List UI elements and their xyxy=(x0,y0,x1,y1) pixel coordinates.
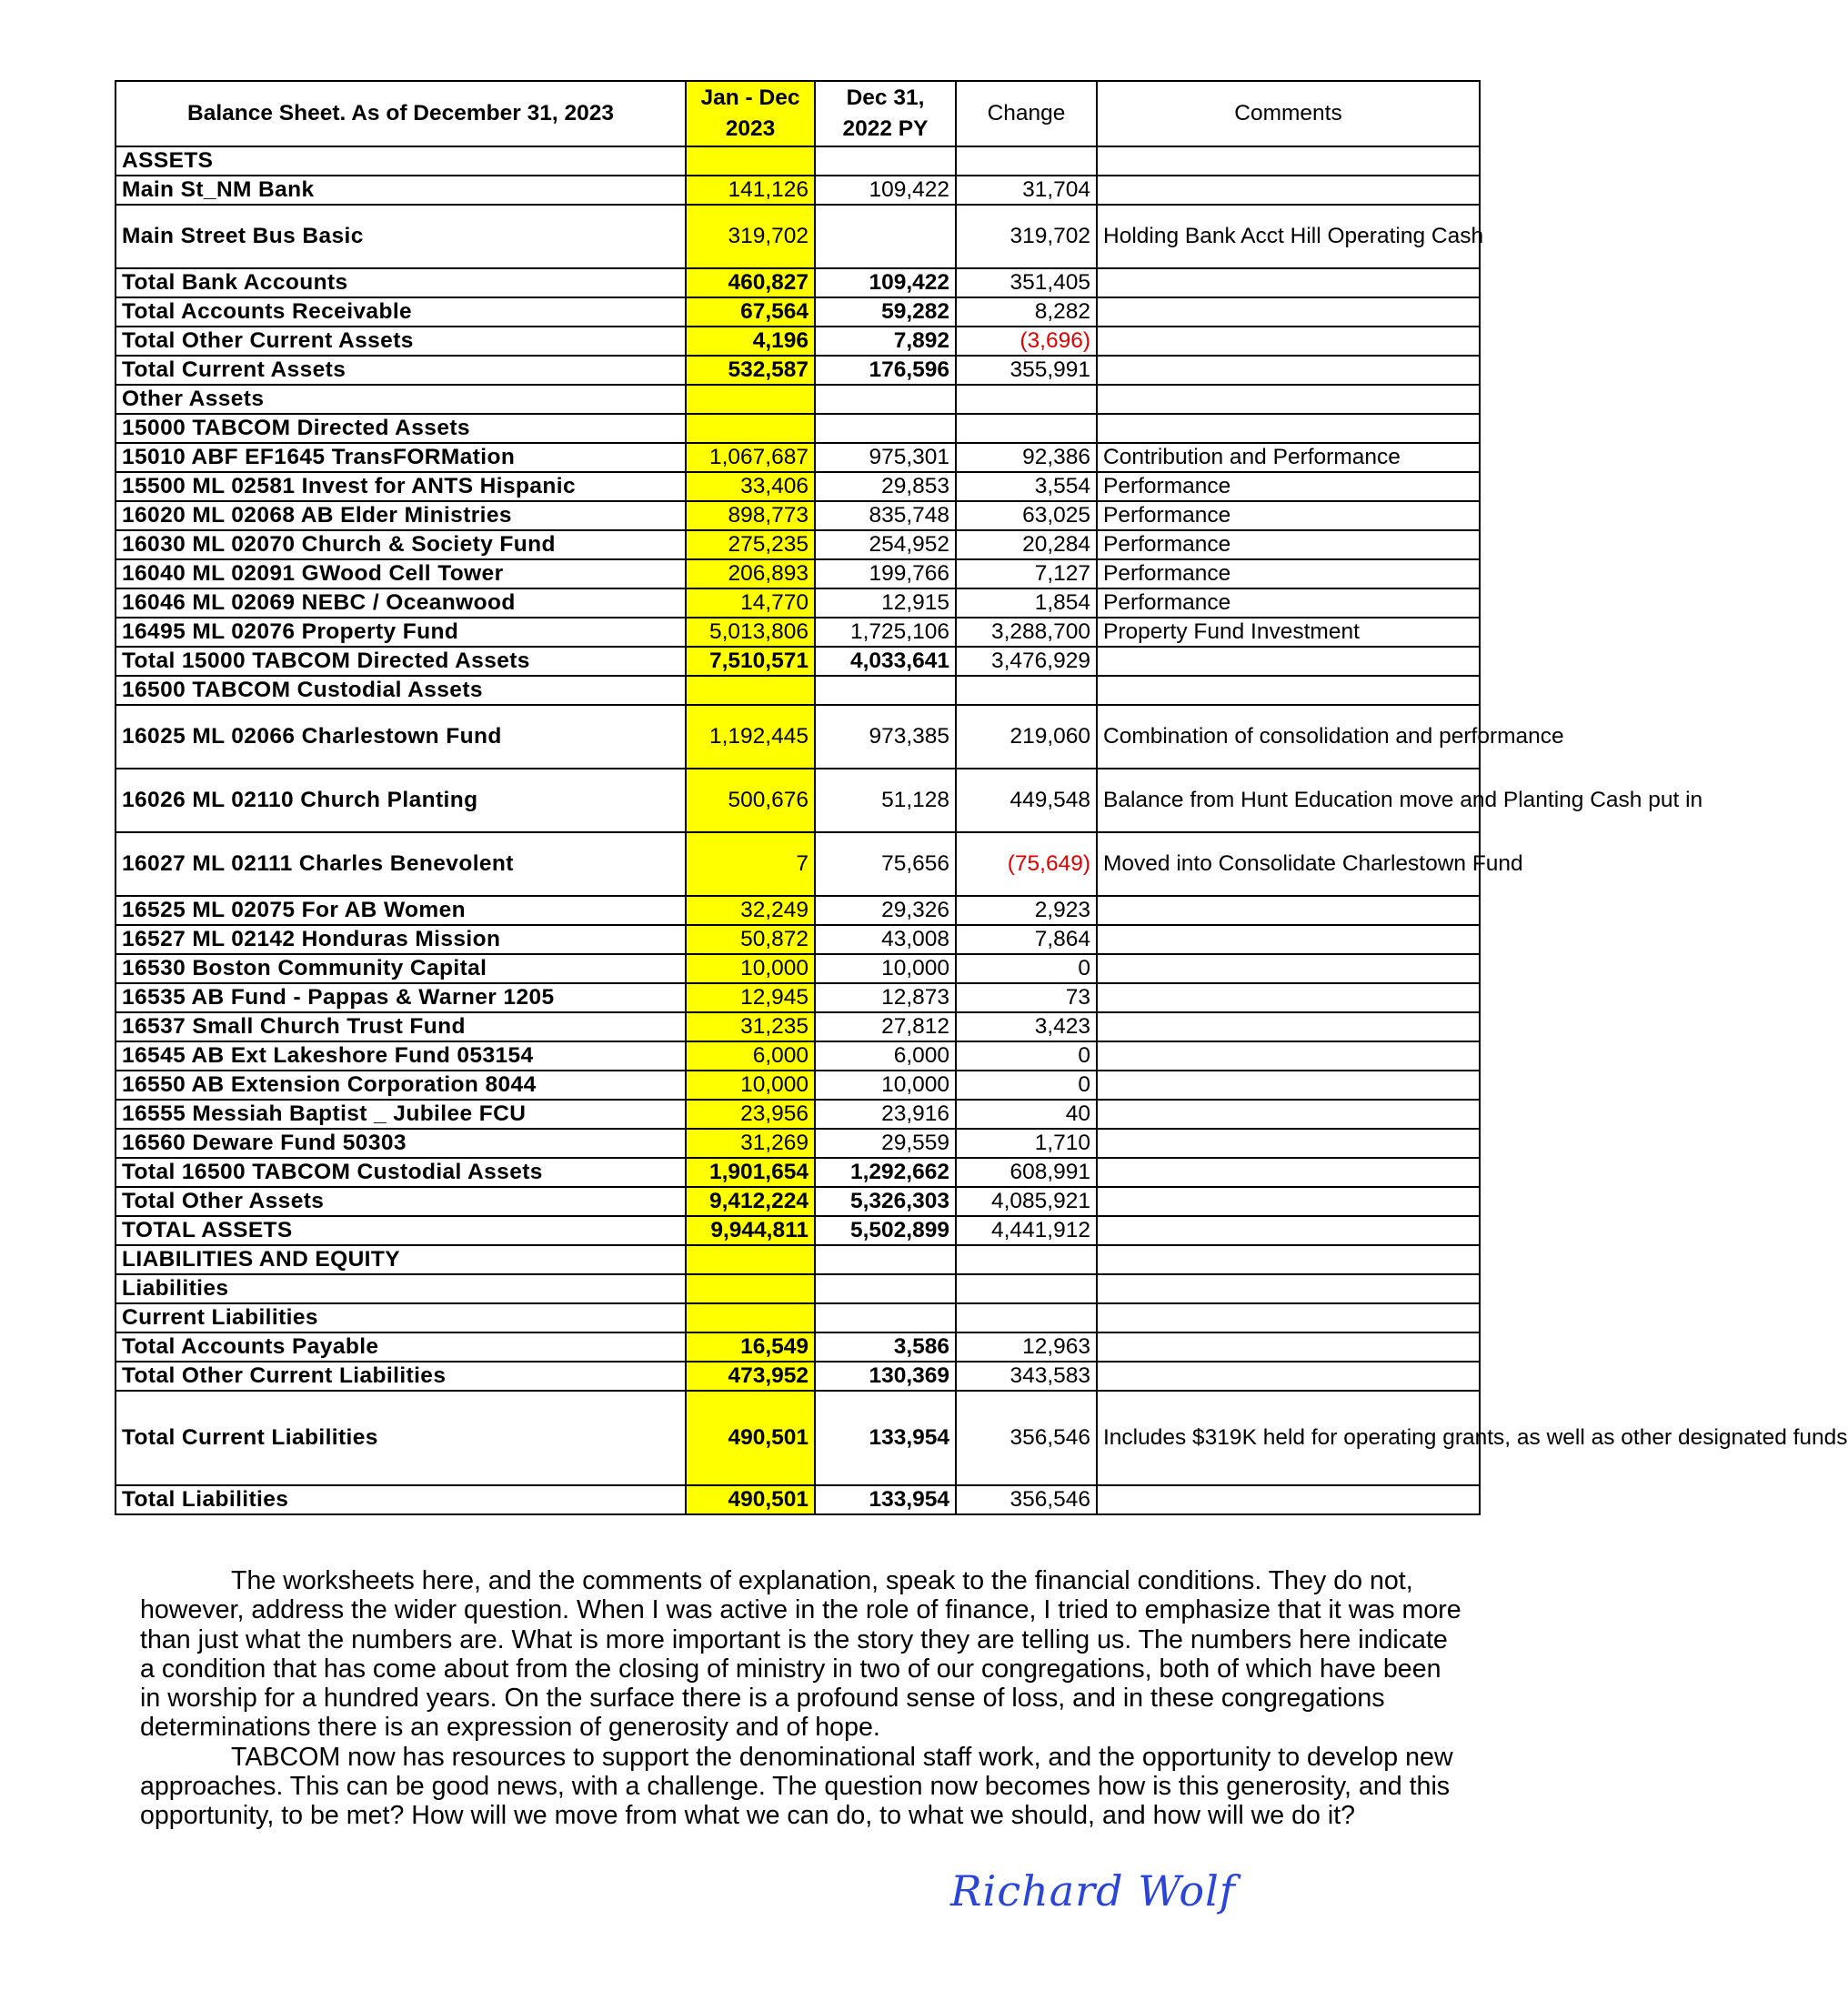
change-value: 0 xyxy=(956,954,1097,983)
row-comment xyxy=(1097,647,1480,676)
row-comment xyxy=(1097,176,1480,205)
prior-value: 27,812 xyxy=(815,1012,956,1041)
row-comment xyxy=(1097,896,1480,925)
row-comment: Performance xyxy=(1097,588,1480,618)
table-row xyxy=(116,1332,1480,1362)
narrative-paragraph-2: TABCOM now has resources to support the denominational staff work, and the opportunity to develop new approaches. This can be good news, with a challenge. The question now becomes how is this generosity, and this opportunity, to be met? How will we move from what we can do, to what we should, and how will we do it? xyxy=(140,1742,1453,1831)
row-comment: Moved into Consolidate Charlestown Fund xyxy=(1097,832,1480,896)
row-label: Total 15000 TABCOM Directed Assets xyxy=(116,647,686,676)
row-comment: Balance from Hunt Education move and Planting Cash put in xyxy=(1097,769,1480,832)
current-value xyxy=(686,414,815,443)
prior-value: 973,385 xyxy=(815,705,956,769)
change-value: 608,991 xyxy=(956,1158,1097,1187)
row-label: Total Accounts Payable xyxy=(116,1332,686,1362)
current-value: 10,000 xyxy=(686,954,815,983)
change-value: 8,282 xyxy=(956,297,1097,327)
row-label: 16025 ML 02066 Charlestown Fund xyxy=(116,705,686,769)
row-label: 16500 TABCOM Custodial Assets xyxy=(116,676,686,705)
prior-value: 10,000 xyxy=(815,954,956,983)
prior-value: 254,952 xyxy=(815,530,956,559)
prior-value: 109,422 xyxy=(815,176,956,205)
narrative-text xyxy=(140,1566,1468,1831)
change-value xyxy=(956,1303,1097,1332)
row-comment: Property Fund Investment xyxy=(1097,618,1480,647)
row-label: Liabilities xyxy=(116,1274,686,1303)
change-value: 1,854 xyxy=(956,588,1097,618)
row-comment: Performance xyxy=(1097,472,1480,501)
row-label: Total Current Liabilities xyxy=(116,1391,686,1485)
prior-value: 7,892 xyxy=(815,327,956,356)
row-comment xyxy=(1097,1071,1480,1100)
prior-value: 1,725,106 xyxy=(815,618,956,647)
current-value xyxy=(686,146,815,176)
prior-value: 133,954 xyxy=(815,1391,956,1485)
header-current-line1: Jan - Dec xyxy=(700,85,800,110)
table-row xyxy=(116,1303,1480,1332)
table-row xyxy=(116,896,1480,925)
row-label: 16550 AB Extension Corporation 8044 xyxy=(116,1071,686,1100)
change-value: 3,423 xyxy=(956,1012,1097,1041)
table-row xyxy=(116,1485,1480,1514)
change-value: 3,554 xyxy=(956,472,1097,501)
table-row xyxy=(116,1274,1480,1303)
change-value: 351,405 xyxy=(956,268,1097,297)
table-row xyxy=(116,588,1480,618)
current-value: 490,501 xyxy=(686,1485,815,1514)
row-label: 16527 ML 02142 Honduras Mission xyxy=(116,925,686,954)
change-value xyxy=(956,146,1097,176)
change-value xyxy=(956,1245,1097,1274)
signature: Richard Wolf xyxy=(950,1866,1236,1916)
row-label: 16046 ML 02069 NEBC / Oceanwood xyxy=(116,588,686,618)
row-comment xyxy=(1097,1187,1480,1216)
table-row xyxy=(116,769,1480,832)
prior-value: 23,916 xyxy=(815,1100,956,1129)
current-value: 12,945 xyxy=(686,983,815,1012)
prior-value: 29,326 xyxy=(815,896,956,925)
row-comment xyxy=(1097,356,1480,385)
table-row xyxy=(116,327,1480,356)
row-comment xyxy=(1097,1362,1480,1391)
current-value: 460,827 xyxy=(686,268,815,297)
table-row xyxy=(116,1129,1480,1158)
change-value: 40 xyxy=(956,1100,1097,1129)
current-value: 473,952 xyxy=(686,1362,815,1391)
row-comment xyxy=(1097,1158,1480,1187)
change-value xyxy=(956,1274,1097,1303)
row-comment xyxy=(1097,925,1480,954)
table-row xyxy=(116,647,1480,676)
row-label: Total Liabilities xyxy=(116,1485,686,1514)
current-value xyxy=(686,1303,815,1332)
current-value: 9,412,224 xyxy=(686,1187,815,1216)
prior-value: 133,954 xyxy=(815,1485,956,1514)
current-value: 67,564 xyxy=(686,297,815,327)
row-comment xyxy=(1097,1012,1480,1041)
change-value: 449,548 xyxy=(956,769,1097,832)
prior-value: 29,559 xyxy=(815,1129,956,1158)
prior-value: 176,596 xyxy=(815,356,956,385)
row-label: Total Other Current Liabilities xyxy=(116,1362,686,1391)
narrative-paragraph-1: The worksheets here, and the comments of explanation, speak to the financial conditions. They do not, however, address the wider question. When I was active in the role of finance, I tried to emphasize that it was more than just what the numbers are. What is more important is the story they are telling us. The numbers here indicate a condition that has come about from the closing of ministry in two of our congregations, both of which have been in worship for a hundred years. On the surface there is a profound sense of loss, and in these congregations determinations there is an expression of generosity and of hope. xyxy=(140,1566,1461,1743)
current-value: 500,676 xyxy=(686,769,815,832)
table-row xyxy=(116,356,1480,385)
table-row xyxy=(116,472,1480,501)
current-value: 23,956 xyxy=(686,1100,815,1129)
current-value: 1,901,654 xyxy=(686,1158,815,1187)
change-value: 355,991 xyxy=(956,356,1097,385)
row-comment: Contribution and Performance xyxy=(1097,443,1480,472)
change-value: 319,702 xyxy=(956,205,1097,268)
table-row xyxy=(116,983,1480,1012)
change-value: (3,696) xyxy=(956,327,1097,356)
row-comment xyxy=(1097,676,1480,705)
current-value xyxy=(686,385,815,414)
change-value: 20,284 xyxy=(956,530,1097,559)
table-row xyxy=(116,1187,1480,1216)
row-comment xyxy=(1097,297,1480,327)
current-value xyxy=(686,676,815,705)
row-comment xyxy=(1097,268,1480,297)
current-value: 4,196 xyxy=(686,327,815,356)
current-value: 10,000 xyxy=(686,1071,815,1100)
table-row xyxy=(116,146,1480,176)
current-value: 6,000 xyxy=(686,1041,815,1071)
table-row xyxy=(116,268,1480,297)
current-value xyxy=(686,1274,815,1303)
row-label: Total Current Assets xyxy=(116,356,686,385)
prior-value xyxy=(815,1303,956,1332)
row-label: 16030 ML 02070 Church & Society Fund xyxy=(116,530,686,559)
row-label: 16026 ML 02110 Church Planting xyxy=(116,769,686,832)
row-label: ASSETS xyxy=(116,146,686,176)
table-row xyxy=(116,1158,1480,1187)
row-comment: Performance xyxy=(1097,501,1480,530)
prior-value: 29,853 xyxy=(815,472,956,501)
prior-value: 199,766 xyxy=(815,559,956,588)
change-value: 7,864 xyxy=(956,925,1097,954)
row-label: 16020 ML 02068 AB Elder Ministries xyxy=(116,501,686,530)
table-row xyxy=(116,1245,1480,1274)
row-comment xyxy=(1097,146,1480,176)
header-prior-year xyxy=(815,81,956,146)
row-label: 15500 ML 02581 Invest for ANTS Hispanic xyxy=(116,472,686,501)
row-label: 16040 ML 02091 GWood Cell Tower xyxy=(116,559,686,588)
change-value xyxy=(956,414,1097,443)
table-row xyxy=(116,530,1480,559)
table-row xyxy=(116,1100,1480,1129)
balance-sheet-table xyxy=(115,80,1848,1515)
row-label: Total Accounts Receivable xyxy=(116,297,686,327)
row-label: Main St_NM Bank xyxy=(116,176,686,205)
table-row xyxy=(116,414,1480,443)
table-row xyxy=(116,1391,1480,1485)
table-row xyxy=(116,1041,1480,1071)
prior-value: 5,502,899 xyxy=(815,1216,956,1245)
table-row xyxy=(116,1362,1480,1391)
prior-value xyxy=(815,676,956,705)
row-label: Total Bank Accounts xyxy=(116,268,686,297)
row-comment: Performance xyxy=(1097,530,1480,559)
prior-value: 3,586 xyxy=(815,1332,956,1362)
row-label: 16495 ML 02076 Property Fund xyxy=(116,618,686,647)
row-comment xyxy=(1097,1485,1480,1514)
table-row xyxy=(116,954,1480,983)
table-row xyxy=(116,705,1480,769)
table-row xyxy=(116,832,1480,896)
table-row xyxy=(116,297,1480,327)
current-value: 7 xyxy=(686,832,815,896)
row-comment: Holding Bank Acct Hill Operating Cash xyxy=(1097,205,1480,268)
change-value xyxy=(956,676,1097,705)
row-comment xyxy=(1097,1274,1480,1303)
current-value: 33,406 xyxy=(686,472,815,501)
current-value: 532,587 xyxy=(686,356,815,385)
row-label: Total Other Current Assets xyxy=(116,327,686,356)
table-header-row xyxy=(116,81,1480,146)
current-value: 1,192,445 xyxy=(686,705,815,769)
row-comment xyxy=(1097,385,1480,414)
table-row xyxy=(116,925,1480,954)
table-row xyxy=(116,443,1480,472)
table-row xyxy=(116,501,1480,530)
row-comment xyxy=(1097,327,1480,356)
row-label: 15000 TABCOM Directed Assets xyxy=(116,414,686,443)
current-value: 490,501 xyxy=(686,1391,815,1485)
prior-value: 109,422 xyxy=(815,268,956,297)
header-change: Change xyxy=(956,81,1097,146)
row-comment xyxy=(1097,1332,1480,1362)
row-label: 16537 Small Church Trust Fund xyxy=(116,1012,686,1041)
table-row xyxy=(116,618,1480,647)
row-label: 16027 ML 02111 Charles Benevolent xyxy=(116,832,686,896)
row-label: 16535 AB Fund - Pappas & Warner 1205 xyxy=(116,983,686,1012)
change-value: 356,546 xyxy=(956,1485,1097,1514)
row-comment xyxy=(1097,1303,1480,1332)
table-body xyxy=(116,146,1848,1514)
row-label: Main Street Bus Basic xyxy=(116,205,686,268)
prior-value xyxy=(815,1274,956,1303)
current-value: 31,235 xyxy=(686,1012,815,1041)
row-label: 16560 Deware Fund 50303 xyxy=(116,1129,686,1158)
current-value: 16,549 xyxy=(686,1332,815,1362)
change-value: 4,441,912 xyxy=(956,1216,1097,1245)
row-label: 15010 ABF EF1645 TransFORMation xyxy=(116,443,686,472)
change-value: 73 xyxy=(956,983,1097,1012)
prior-value: 51,128 xyxy=(815,769,956,832)
change-value: 0 xyxy=(956,1071,1097,1100)
row-label: 16525 ML 02075 For AB Women xyxy=(116,896,686,925)
current-value: 32,249 xyxy=(686,896,815,925)
row-comment: Performance xyxy=(1097,559,1480,588)
row-comment: Combination of consolidation and performance xyxy=(1097,705,1480,769)
current-value: 319,702 xyxy=(686,205,815,268)
row-comment xyxy=(1097,1100,1480,1129)
change-value: 3,288,700 xyxy=(956,618,1097,647)
current-value: 5,013,806 xyxy=(686,618,815,647)
prior-value xyxy=(815,1245,956,1274)
prior-value xyxy=(815,385,956,414)
header-current-period xyxy=(686,81,815,146)
prior-value xyxy=(815,414,956,443)
table-row xyxy=(116,559,1480,588)
row-comment xyxy=(1097,1041,1480,1071)
current-value: 50,872 xyxy=(686,925,815,954)
row-label: Other Assets xyxy=(116,385,686,414)
row-comment: Includes $319K held for operating grants, as well as other designated funds xyxy=(1097,1391,1480,1485)
row-label: Total Other Assets xyxy=(116,1187,686,1216)
change-value: (75,649) xyxy=(956,832,1097,896)
prior-value: 130,369 xyxy=(815,1362,956,1391)
prior-value: 12,873 xyxy=(815,983,956,1012)
prior-value: 1,292,662 xyxy=(815,1158,956,1187)
row-label: Total 16500 TABCOM Custodial Assets xyxy=(116,1158,686,1187)
row-label: 16555 Messiah Baptist _ Jubilee FCU xyxy=(116,1100,686,1129)
current-value: 9,944,811 xyxy=(686,1216,815,1245)
current-value: 14,770 xyxy=(686,588,815,618)
change-value: 4,085,921 xyxy=(956,1187,1097,1216)
table-row xyxy=(116,676,1480,705)
change-value: 63,025 xyxy=(956,501,1097,530)
prior-value: 835,748 xyxy=(815,501,956,530)
prior-value: 975,301 xyxy=(815,443,956,472)
change-value: 0 xyxy=(956,1041,1097,1071)
header-title: Balance Sheet. As of December 31, 2023 xyxy=(116,81,686,146)
row-comment xyxy=(1097,1216,1480,1245)
row-comment xyxy=(1097,954,1480,983)
row-label: TOTAL ASSETS xyxy=(116,1216,686,1245)
row-comment xyxy=(1097,983,1480,1012)
row-comment xyxy=(1097,414,1480,443)
change-value: 343,583 xyxy=(956,1362,1097,1391)
prior-value: 10,000 xyxy=(815,1071,956,1100)
current-value: 7,510,571 xyxy=(686,647,815,676)
prior-value xyxy=(815,205,956,268)
prior-value: 4,033,641 xyxy=(815,647,956,676)
change-value: 2,923 xyxy=(956,896,1097,925)
prior-value: 6,000 xyxy=(815,1041,956,1071)
prior-value: 59,282 xyxy=(815,297,956,327)
change-value: 92,386 xyxy=(956,443,1097,472)
current-value: 31,269 xyxy=(686,1129,815,1158)
header-prior-line2: 2022 PY xyxy=(842,116,929,141)
row-label: 16545 AB Ext Lakeshore Fund 053154 xyxy=(116,1041,686,1071)
change-value: 356,546 xyxy=(956,1391,1097,1485)
prior-value: 12,915 xyxy=(815,588,956,618)
change-value: 7,127 xyxy=(956,559,1097,588)
current-value: 275,235 xyxy=(686,530,815,559)
change-value: 1,710 xyxy=(956,1129,1097,1158)
table-row xyxy=(116,205,1480,268)
row-label: Current Liabilities xyxy=(116,1303,686,1332)
table-row xyxy=(116,385,1480,414)
change-value: 3,476,929 xyxy=(956,647,1097,676)
prior-value xyxy=(815,146,956,176)
table-row xyxy=(116,1012,1480,1041)
prior-value: 75,656 xyxy=(815,832,956,896)
change-value: 12,963 xyxy=(956,1332,1097,1362)
current-value: 898,773 xyxy=(686,501,815,530)
row-label: 16530 Boston Community Capital xyxy=(116,954,686,983)
change-value: 31,704 xyxy=(956,176,1097,205)
row-comment xyxy=(1097,1129,1480,1158)
prior-value: 5,326,303 xyxy=(815,1187,956,1216)
change-value xyxy=(956,385,1097,414)
current-value: 206,893 xyxy=(686,559,815,588)
prior-value: 43,008 xyxy=(815,925,956,954)
current-value: 1,067,687 xyxy=(686,443,815,472)
current-value xyxy=(686,1245,815,1274)
current-value: 141,126 xyxy=(686,176,815,205)
table-row xyxy=(116,176,1480,205)
table-row xyxy=(116,1071,1480,1100)
header-prior-line1: Dec 31, xyxy=(846,85,925,110)
change-value: 219,060 xyxy=(956,705,1097,769)
header-comments: Comments xyxy=(1097,81,1480,146)
table-row xyxy=(116,1216,1480,1245)
row-label: LIABILITIES AND EQUITY xyxy=(116,1245,686,1274)
header-current-line2: 2023 xyxy=(725,116,776,141)
row-comment xyxy=(1097,1245,1480,1274)
